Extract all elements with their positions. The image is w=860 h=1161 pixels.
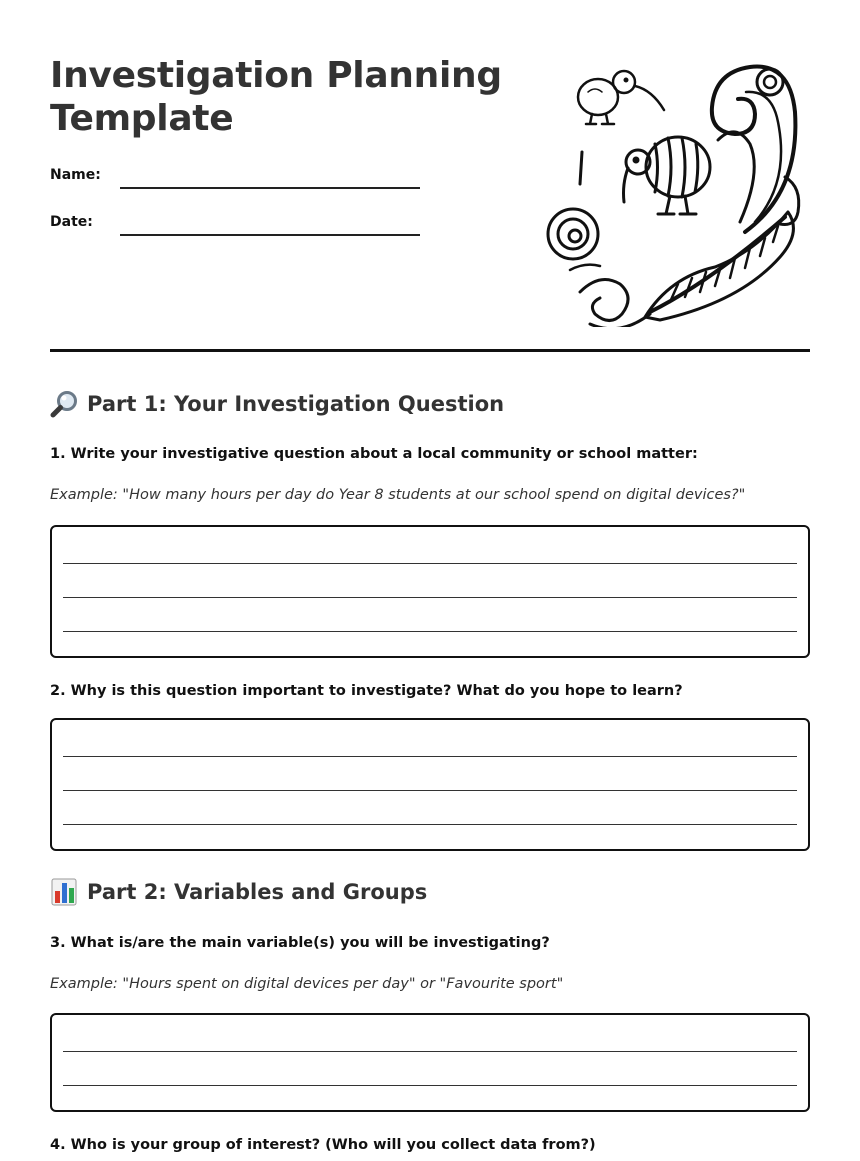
small-kiwi-icon bbox=[578, 71, 664, 124]
magnifying-glass-icon bbox=[50, 390, 80, 418]
kiwi-bird-koru-fern-illustration bbox=[540, 52, 810, 327]
date-line[interactable] bbox=[120, 234, 420, 236]
name-label: Name: bbox=[50, 167, 101, 183]
writing-line bbox=[63, 756, 797, 757]
date-label: Date: bbox=[50, 214, 93, 230]
koru-spiral-icon bbox=[548, 209, 598, 259]
koru-swirl-icon bbox=[712, 67, 799, 232]
writing-line bbox=[63, 790, 797, 791]
answer-box-2[interactable] bbox=[50, 718, 810, 851]
writing-line bbox=[63, 824, 797, 825]
writing-line bbox=[63, 631, 797, 632]
question-1: 1. Write your investigative question about a local community or school matter: bbox=[50, 446, 698, 462]
question-3-example: Example: "Hours spent on digital devices per day" or "Favourite sport" bbox=[50, 976, 564, 992]
striped-kiwi-icon bbox=[624, 137, 711, 214]
question-3: 3. What is/are the main variable(s) you will be investigating? bbox=[50, 935, 550, 951]
name-field[interactable] bbox=[50, 167, 430, 191]
name-line[interactable] bbox=[120, 187, 420, 189]
writing-line bbox=[63, 563, 797, 564]
part2-heading bbox=[50, 877, 427, 907]
part1-title: Part 1: Your Investigation Question bbox=[87, 392, 505, 416]
question-1-example: Example: "How many hours per day do Year 8 students at our school spend on digital devices?" bbox=[50, 487, 746, 503]
writing-line bbox=[63, 597, 797, 598]
answer-box-1[interactable] bbox=[50, 525, 810, 658]
answer-box-3[interactable] bbox=[50, 1013, 810, 1112]
part1-heading bbox=[50, 389, 504, 419]
bar-chart-icon bbox=[50, 878, 80, 906]
writing-line bbox=[63, 1051, 797, 1052]
writing-line bbox=[63, 1085, 797, 1086]
part2-title: Part 2: Variables and Groups bbox=[87, 880, 428, 904]
page-title: Investigation Planning Template bbox=[50, 55, 502, 139]
question-2: 2. Why is this question important to investigate? What do you hope to learn? bbox=[50, 683, 683, 699]
date-field[interactable] bbox=[50, 214, 430, 238]
header-divider bbox=[50, 349, 810, 352]
question-4: 4. Who is your group of interest? (Who will you collect data from?) bbox=[50, 1137, 596, 1153]
fern-frond-icon bbox=[645, 212, 793, 320]
small-koru-icon bbox=[570, 265, 650, 327]
